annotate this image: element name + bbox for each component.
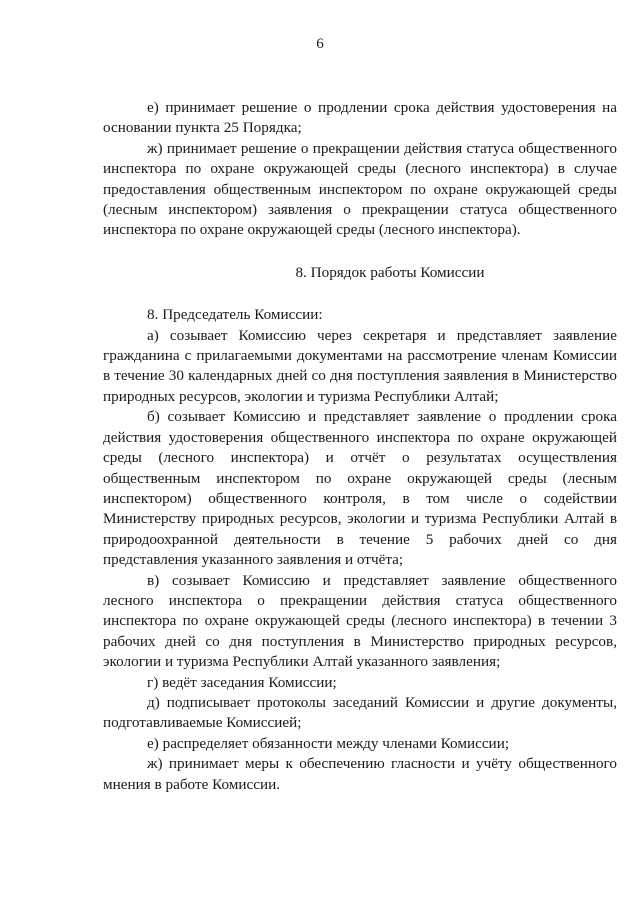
- paragraph-b: б) созывает Комиссию и представляет заявление о продлении срока действия удостоверения общественного инспектора по охране окружающей среды (лесного инспектора) и отчёт о результатах осуществления общественным инспектором по охране окружающей среды (лесным инспектором) общественного контроля, в том числе о содействии Министерству природных ресурсов, экологии и туризма Республики Алтай в природоохранной деятельности в течение 5 рабочих дней со дня представления указанного заявления и отчёта;: [103, 408, 617, 569]
- paragraph-zh-termination: ж) принимает решение о прекращении действия статуса общественного инспектора по охране окружающей среды (лесного инспектора) в случае предоставления общественным инспектором по охране окружающей среды (лесным инспектором) заявления о прекращении статуса общественного инспектора по охране окружающей среды (лесного инспектора).: [103, 139, 617, 239]
- paragraph-zh-publicity: ж) принимает меры к обеспечению гласности и учёту общественного мнения в работе Комиссии.: [103, 755, 617, 793]
- section-intro: 8. Председатель Комиссии:: [147, 306, 323, 324]
- page-number: 6: [316, 36, 324, 52]
- paragraph-d: д) подписывает протоколы заседаний Комиссии и другие документы, подготавливаемые Комиссией;: [103, 693, 617, 732]
- paragraph-e-extension: е) принимает решение о продлении срока действия удостоверения на основании пункта 25 Порядка;: [103, 99, 617, 137]
- section-heading: 8. Порядок работы Комиссии: [295, 263, 485, 281]
- paragraph-v: в) созывает Комиссию и представляет заявление общественного лесного инспектора о прекращении действия статуса общественного инспектора по охране окружающей среды (лесного инспектора) в течении 3 рабочих дней со дня поступления в Министерство природных ресурсов, экологии и туризма Республики Алтай указанного заявления;: [103, 571, 617, 671]
- paragraph-a: а) созывает Комиссию через секретаря и представляет заявление гражданина с прилагаемыми документами на рассмотрение членам Комиссии в течение 30 календарных дней со дня поступления заявления в Министерство природных ресурсов, экологии и туризма Республики Алтай;: [103, 326, 617, 405]
- paragraph-e-duties: е) распределяет обязанности между членами Комиссии;: [147, 734, 510, 752]
- document-body: [103, 98, 617, 795]
- paragraph-g: г) ведёт заседания Комиссии;: [147, 673, 337, 691]
